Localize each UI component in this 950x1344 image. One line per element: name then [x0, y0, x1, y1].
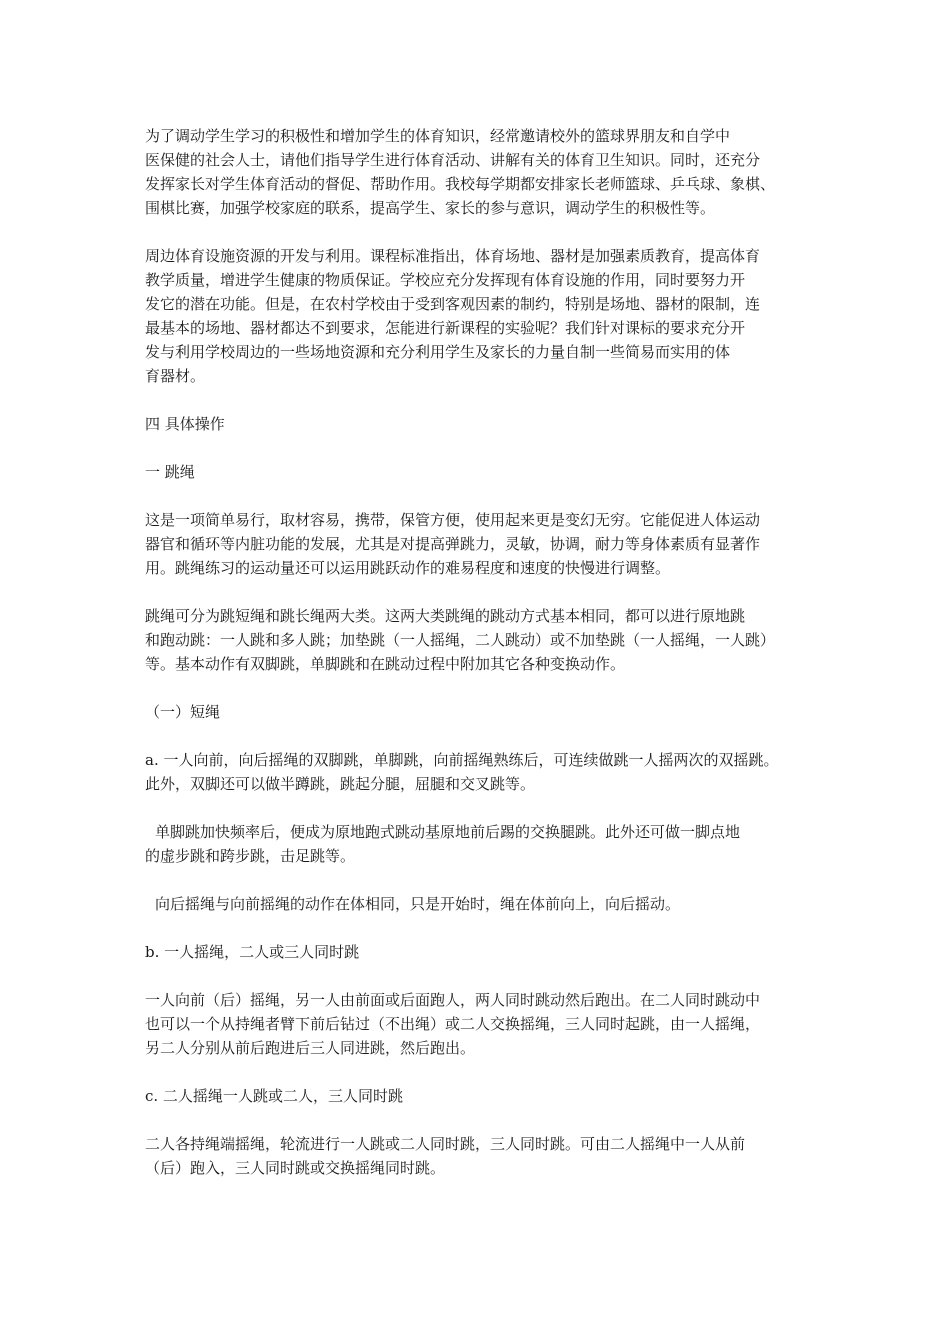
subsection-heading-short-rope: [145, 700, 825, 724]
paragraph-parent-involvement: [145, 124, 825, 220]
text-line: 向后摇绳与向前摇绳的动作在体相同，只是开始时，绳在体前向上，向后摇动。: [155, 895, 681, 913]
text-line: a. 一人向前，向后摇绳的双脚跳，单脚跳，向前摇绳熟练后，可连续做跳一人摇两次的双摇跳。: [145, 751, 779, 769]
paragraph-rope-intro: [145, 508, 825, 580]
text-line: 发与利用学校周边的一些场地资源和充分利用学生及家长的力量自制一些简易而实用的体: [145, 343, 731, 361]
paragraph-item-a: [145, 748, 825, 796]
text-line: 和跑动跳：一人跳和多人跳；加垫跳（一人摇绳，二人跳动）或不加垫跳（一人摇绳，一人跳）: [145, 631, 776, 649]
paragraph-facility-resources: [145, 244, 825, 388]
text-line: 单脚跳加快频率后，便成为原地跑式跳动基原地前后踢的交换腿跳。此外还可做一脚点地: [155, 823, 741, 841]
heading-text: c. 二人摇绳一人跳或二人，三人同时跳: [145, 1087, 403, 1105]
item-heading-c: [145, 1084, 825, 1108]
text-line: 跳绳可分为跳短绳和跳长绳两大类。这两大类跳绳的跳动方式基本相同，都可以进行原地跳: [145, 607, 746, 625]
text-line: （后）跑入，三人同时跳或交换摇绳同时跳。: [145, 1159, 446, 1177]
section-heading-rope-skipping: [145, 460, 825, 484]
text-line: 最基本的场地、器材都达不到要求，怎能进行新课程的实验呢？我们针对课标的要求充分开: [145, 319, 746, 337]
text-line: 等。基本动作有双脚跳，单脚跳和在跳动过程中附加其它各种变换动作。: [145, 655, 626, 673]
text-line: 育器材。: [145, 367, 206, 385]
section-heading-operations: [145, 412, 825, 436]
text-line: 发它的潜在功能。但是，在农村学校由于受到客观因素的制约，特别是场地、器材的限制，连: [145, 295, 761, 313]
heading-text: 一 跳绳: [145, 463, 195, 481]
text-line: 一人向前（后）摇绳，另一人由前面或后面跑人，两人同时跳动然后跑出。在二人同时跳动中: [145, 991, 761, 1009]
text-line: 也可以一个从持绳者臂下前后钻过（不出绳）或二人交换摇绳，三人同时起跳，由一人摇绳，: [145, 1015, 761, 1033]
paragraph-backward-swing: [145, 892, 825, 916]
text-line: 医保健的社会人士，请他们指导学生进行体育活动、讲解有关的体育卫生知识。同时，还充分: [145, 151, 761, 169]
item-heading-b: [145, 940, 825, 964]
document-body: [145, 124, 825, 1204]
text-line: 的虚步跳和跨步跳，击足跳等。: [145, 847, 356, 865]
text-line: 周边体育设施资源的开发与利用。课程标准指出，体育场地、器材是加强素质教育，提高体育: [145, 247, 761, 265]
paragraph-rope-types: [145, 604, 825, 676]
text-line: 发挥家长对学生体育活动的督促、帮助作用。我校每学期都安排家长老师篮球、乒乓球、象棋、: [145, 175, 776, 193]
paragraph-single-foot: [145, 820, 825, 868]
text-line: 教学质量，增进学生健康的物质保证。学校应充分发挥现有体育设施的作用，同时要努力开: [145, 271, 746, 289]
heading-text: 四 具体操作: [145, 415, 225, 433]
text-line: 用。跳绳练习的运动量还可以运用跳跃动作的难易程度和速度的快慢进行调整。: [145, 559, 671, 577]
text-line: 器官和循环等内脏功能的发展，尤其是对提高弹跳力，灵敏，协调，耐力等身体素质有显著作: [145, 535, 761, 553]
text-line: 二人各持绳端摇绳，轮流进行一人跳或二人同时跳，三人同时跳。可由二人摇绳中一人从前: [145, 1135, 746, 1153]
paragraph-item-b: [145, 988, 825, 1060]
heading-text: （一）短绳: [145, 703, 221, 721]
text-line: 为了调动学生学习的积极性和增加学生的体育知识，经常邀请校外的篮球界朋友和自学中: [145, 127, 731, 145]
text-line: 这是一项简单易行，取材容易，携带，保管方便，使用起来更是变幻无穷。它能促进人体运动: [145, 511, 761, 529]
paragraph-item-c: [145, 1132, 825, 1180]
text-line: 此外，双脚还可以做半蹲跳，跳起分腿，屈腿和交叉跳等。: [145, 775, 536, 793]
text-line: 另二人分别从前后跑进后三人同进跳，然后跑出。: [145, 1039, 476, 1057]
text-line: 围棋比赛，加强学校家庭的联系，提高学生、家长的参与意识，调动学生的积极性等。: [145, 199, 716, 217]
heading-text: b. 一人摇绳，二人或三人同时跳: [145, 943, 360, 961]
